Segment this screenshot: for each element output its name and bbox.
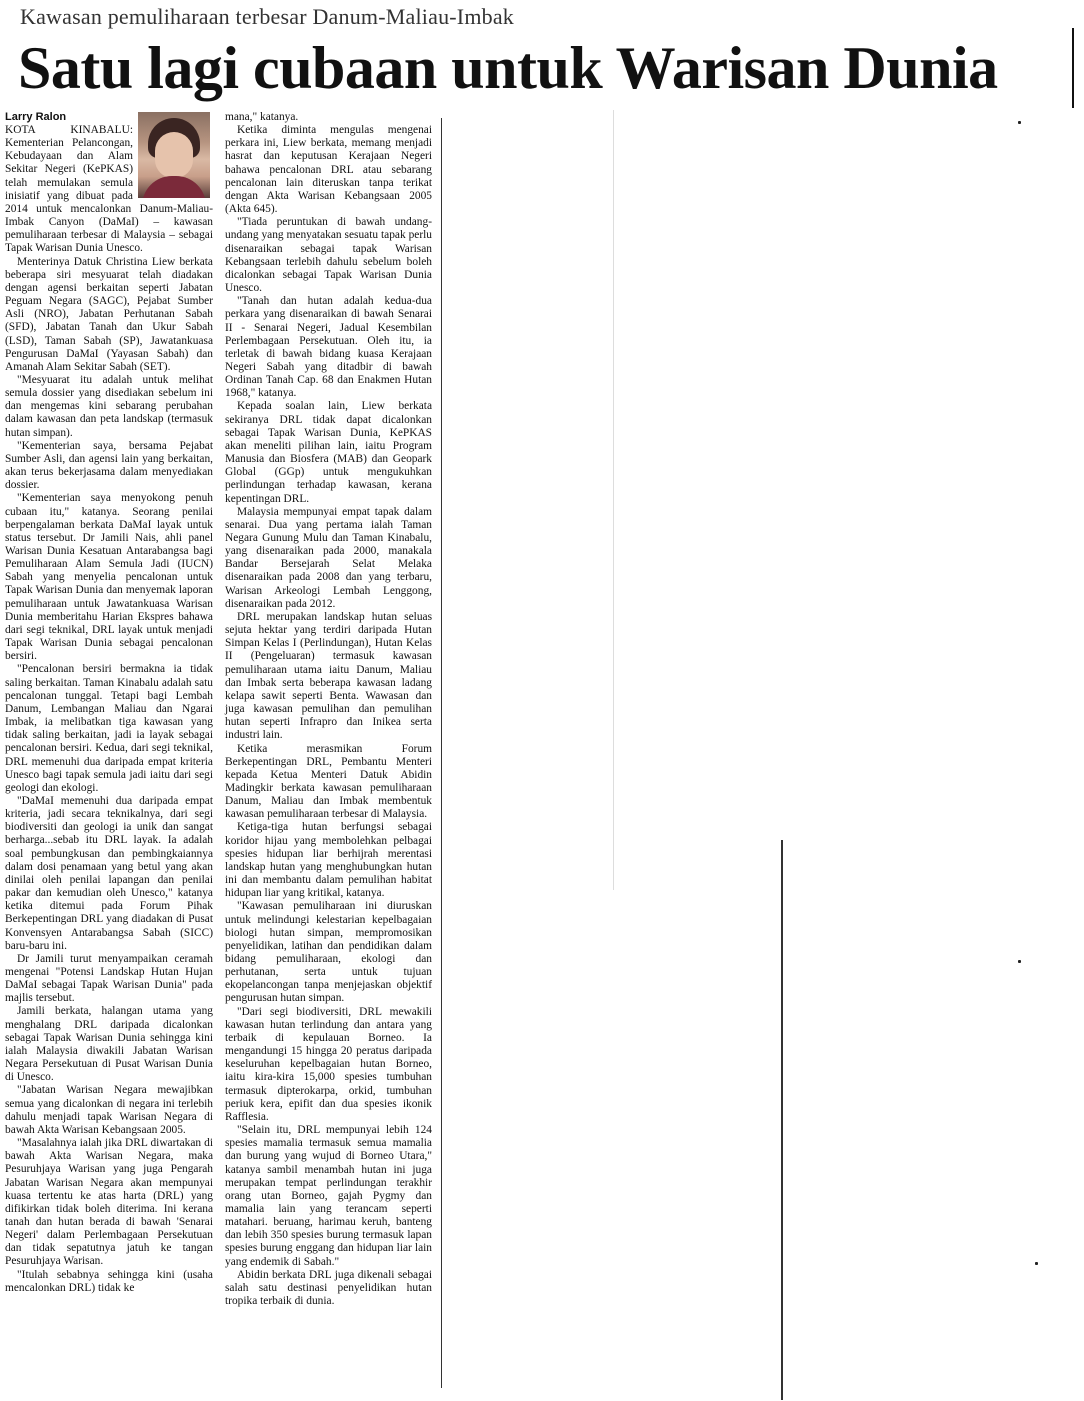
article-paragraph: Ketika merasmikan Forum Berkepentingan DRL, Pembantu Menteri kepada Ketua Menteri Datuk Abidin Madingkir berkata kawasan pemuliharaan Danum, Maliau dan Imbak membentuk kawasan pemuliharaan terbesar di Malaysia. (225, 742, 432, 821)
article-paragraph: "Jabatan Warisan Negara mewajibkan semua yang dicalonkan di negara ini terlebih dahulu menjadi tapak Warisan Negara di bawah Akta Warisan Kebangsaan 2005. (5, 1084, 213, 1136)
page-fold-line (613, 110, 614, 890)
article-paragraph: Ketiga-tiga hutan berfungsi sebagai koridor hijau yang membolehkan pelbagai spesies hidupan liar berhijrah merentasi landskap hutan yang menghubungkan hutan ini dan membantu dalam pemulihan habitat hidupan liar yang kritikal, katanya. (225, 821, 432, 900)
article-paragraph: "Dari segi biodiversiti, DRL mewakili kawasan hutan terlindung dan antara yang terbaik di kepulauan Borneo. Ia mengandungi 15 hingga 20 peratus daripada keseluruhan kepelbagaian hutan Borneo, iaitu kira-kira 15,000 spesies tumbuhan termasuk dipterokarpa, orkid, tumbuhan periuk kera, epifit dan dua spesies ikonik Rafflesia. (225, 1005, 432, 1123)
article-paragraph: "Kawasan pemuliharaan ini diuruskan untuk melindungi kelestarian kepelbagaian biologi hutan simpan, mempromosikan penyelidikan, latihan dan pendidikan dalam bidang pemuliharaan, ekologi dan perhutanan, serta untuk tujuan ekopelancongan tanpa menjejaskan objektif pengurusan hutan simpan. (225, 900, 432, 1005)
page-edge-line (781, 840, 783, 1400)
article-paragraph: "Kementerian saya, bersama Pejabat Sumber Asli, dan agensi lain yang berkaitan, akan terus bekerjasama dalam menyediakan dossier. (5, 439, 213, 492)
article-paragraph: Menterinya Datuk Christina Liew berkata beberapa siri mesyuarat telah diadakan dengan agensi berkaitan seperti Jabatan Peguam Negara (SAGC), Pejabat Sumber Asli (NRO), Jabatan Perhutanan Sabah (SFD), Jabatan Tanah dan Ukur Sabah (LSD), Taman Sabah (SP), Jawatankuasa Pengurusan DaMaI (Yayasan Sabah) dan Amanah Alam Sekitar Sabah (SET). (5, 255, 213, 373)
article-paragraph: DRL merupakan landskap hutan seluas sejuta hektar yang terdiri daripada Hutan Simpan Kelas I (Perlindungan), Hutan Kelas II (Pengeluaran) termasuk kawasan pemuliharaan utama iaitu Danum, Maliau dan Imbak serta beberapa kawasan ladang kelapa sawit seperti Benta. Wawasan dan juga kawasan pemulihan dan pemulihan hutan seperti Infrapro dan Inikea serta industri lain. (225, 610, 432, 742)
article-paragraph: KOTA KINABALU: Kementerian Pelancongan, Kebudayaan dan Alam Sekitar Negeri (KePKAS) telah memulakan semula inisiatif yang dibuat pada 2014 untuk mencalonkan Danum-Maliau-Imbak Canyon (DaMaI) – kawasan pemuliharaan terbesar di Malaysia – sebagai Tapak Warisan Dunia Unesco. (5, 124, 213, 255)
article-paragraph: Abidin berkata DRL juga dikenali sebagai salah satu destinasi penyelidikan hutan tropika terbaik di dunia. (225, 1268, 432, 1308)
article-paragraph: "Itulah sebabnya sehingga kini (usaha mencalonkan DRL) tidak ke (5, 1268, 213, 1294)
headline: Satu lagi cubaan untuk Warisan Dunia (18, 35, 998, 101)
article-paragraph: Kepada soalan lain, Liew berkata sekiranya DRL tidak dapat dicalonkan sebagai Tapak Warisan Dunia, KePKAS akan meneliti pilihan lain, iaitu Program Manusia dan Biosfera (MAB) dan Geopark Global (GGp) untuk mengukuhkan perlindungan terhadap kawasan, kerana kepentingan DRL. (225, 400, 432, 505)
scan-mark (1035, 1262, 1038, 1265)
column-divider (441, 118, 442, 1388)
article-paragraph: "DaMaI memenuhi dua daripada empat kriteria, jadi secara teknikalnya, dari segi biodiversiti dan geologi ia unik dan sangat berharga...sebab itu DRL layak. Ia adalah soal pembungkusan dan pembingkaiannya dalam dosi penamaan yang betul yang akan dinilai oleh penilai lapangan dan penilai pakar dan kemudian oleh Unesco," katanya ketika ditemui pada Forum Pihak Berkepentingan DRL yang diadakan di Pusat Konvensyen Antarabangsa Sabah (SICC) baru-baru ini. (5, 794, 213, 952)
scan-mark (1018, 121, 1021, 124)
article-paragraph: mana," katanya. (225, 111, 299, 123)
article-column-2 (225, 111, 432, 1308)
kicker: Kawasan pemuliharaan terbesar Danum-Maliau-Imbak (20, 4, 515, 29)
article-paragraph: "Mesyuarat itu adalah untuk melihat semula dossier yang disediakan sebelum ini dan mengemas kini sebarang perubahan dalam kawasan dan peta landskap (termasuk hutan simpan). (5, 373, 213, 439)
article-paragraph: Dr Jamili turut menyampaikan ceramah mengenai "Potensi Landskap Hutan Hujan DaMaI sebagai Tapak Warisan Dunia" pada majlis tersebut. (5, 952, 213, 1005)
article-column-1 (5, 124, 213, 1295)
article-paragraph: "Masalahnya ialah jika DRL diwartakan di bawah Akta Warisan Negara, maka Pesuruhjaya Warisan yang juga Pengarah Jabatan Warisan Negara akan mempunyai kuasa tertentu ke atas harta (DRL) yang difikirkan tidak boleh diterima. Ini kerana tanah dan hutan berada di bawah 'Senarai Negeri' dalam Perlembagaan Persekutuan dan tidak sepatutnya jatuh ke tangan Pesuruhjaya Warisan. (5, 1137, 213, 1268)
article-paragraph: Malaysia mempunyai empat tapak dalam senarai. Dua yang pertama ialah Taman Negara Gunung Mulu dan Taman Kinabalu, yang disenaraikan pada 2000, manakala Bandar Bersejarah Selat Melaka disenaraikan pada 2008 dan yang terbaru, Warisan Arkeologi Lembah Lenggong, disenaraikan pada 2012. (225, 505, 432, 610)
headline-edge-rule (1072, 28, 1074, 108)
byline: Larry Ralon (5, 111, 67, 123)
article-paragraph: Ketika diminta mengulas mengenai perkara ini, Liew berkata, memang menjadi hasrat dan keputusan Kerajaan Negeri bahawa pencalonan DRL atau sebarang pencalonan lain diteruskan tanpa terikat dengan Akta Warisan Kebangsaan 2005 (Akta 645). (225, 124, 432, 216)
article-paragraph: "Tiada peruntukan di bawah undang-undang yang menyatakan sesuatu tapak perlu disenaraikan sebagai tapak Warisan Kebangsaan terlebih dahulu sebelum boleh dicalonkan sebagai Tapak Warisan Dunia Unesco. (225, 216, 432, 295)
article-paragraph: "Pencalonan bersiri bermakna ia tidak saling berkaitan. Taman Kinabalu adalah satu pencalonan tunggal. Tetapi bagi Lembah Danum, Lembangan Maliau dan Ngarai Imbak, ia melibatkan tiga kawasan yang tidak saling berkaitan, jadi ia layak sebagai pencalonan bersiri. Kedua, dari segi teknikal, DRL memenuhi dua daripada empat kriteria Unesco bagi tapak semula jadi iaitu dari segi geologi dan ekologi. (5, 663, 213, 794)
article-paragraph: "Kementerian saya menyokong penuh cubaan itu," katanya. Seorang penilai berpengalaman berkata DaMaI layak untuk status tersebut. Dr Jamili Nais, ahli panel Warisan Dunia Kesatuan Antarabangsa bagi Pemuliharaan Alam Semula Jadi (IUCN) Sabah yang menyelia pencalonan untuk Tapak Warisan Dunia dan menyemak laporan pemuliharaan untuk Jawatankuasa Warisan Dunia memberitahu Harian Ekspres bahawa dari segi teknikal, DRL layak untuk menjadi Tapak Warisan Dunia sebagai pencalonan bersiri. (5, 492, 213, 663)
scan-mark (1018, 960, 1021, 963)
article-paragraph: Jamili berkata, halangan utama yang menghalang DRL daripada dicalonkan sebagai Tapak Warisan Dunia sehingga kini ialah Malaysia diwakili Jabatan Warisan Negara Persekutuan di Pusat Warisan Dunia di Unesco. (5, 1005, 213, 1084)
article-paragraph: "Tanah dan hutan adalah kedua-dua perkara yang disenaraikan di bawah Senarai II - Senarai Negeri, Jadual Kesembilan Perlembagaan Persekutuan. Oleh itu, ia terletak di bawah bidang kuasa Kerajaan Negeri Sabah yang ditadbir di bawah Ordinan Tanah Cap. 68 dan Enakmen Hutan 1968," katanya. (225, 295, 432, 400)
article-paragraph: "Selain itu, DRL mempunyai lebih 124 spesies mamalia termasuk semua mamalia dan burung yang wujud di Borneo Utara," katanya sambil menambah hutan ini juga merupakan tempat perlindungan terakhir orang utan Borneo, gajah Pygmy dan mamalia lain yang terancam seperti matahari. beruang, harimau keruh, banteng dan lebih 350 spesies burung termasuk lapan spesies burung enggang dan hidupan liar lain yang endemik di Sabah." (225, 1124, 432, 1268)
